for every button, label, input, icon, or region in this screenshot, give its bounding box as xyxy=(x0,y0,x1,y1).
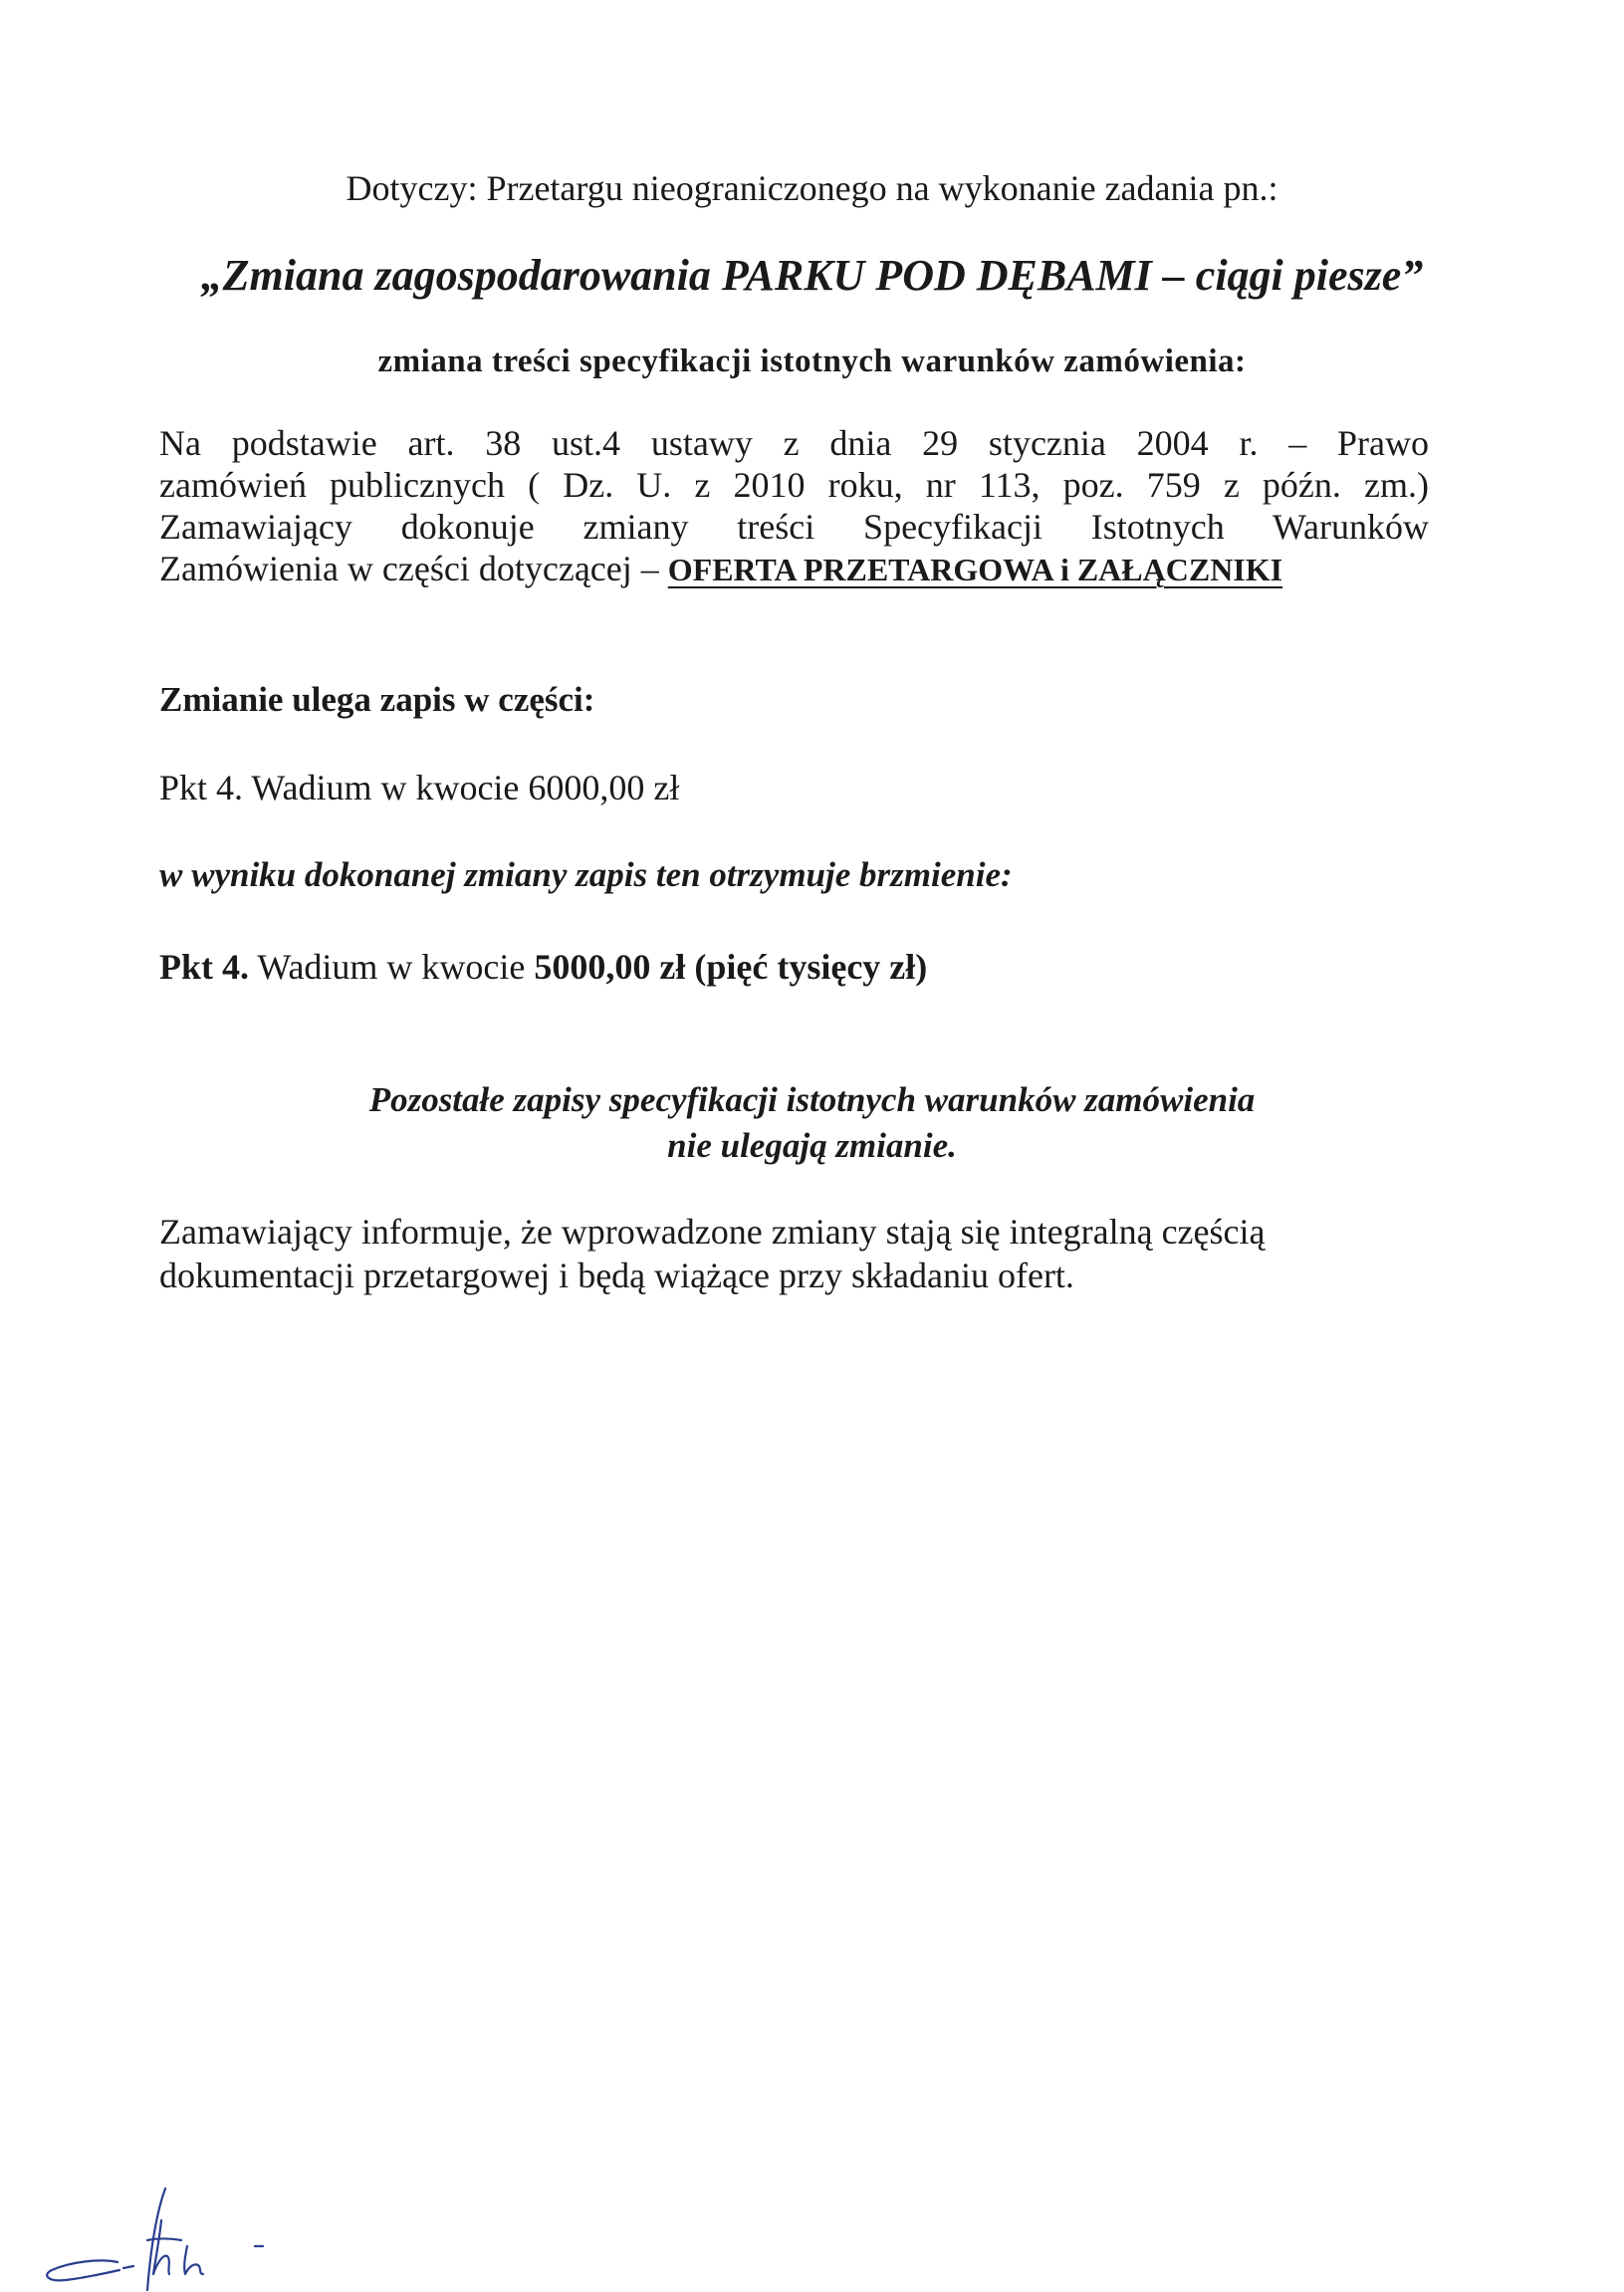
new-entry-label: Pkt 4. xyxy=(159,947,249,987)
transition-line: w wyniku dokonanej zmiany zapis ten otrzymuje brzmienie: xyxy=(159,855,1013,894)
intro-paragraph xyxy=(159,422,1429,589)
document-subtitle: zmiana treści specyfikacji istotnych warunków zamówienia: xyxy=(377,344,1247,379)
closing-info-line-1: Zamawiający informuje, że wprowadzone zmiany stają się integralną częścią xyxy=(159,1212,1266,1252)
intro-line-2: zamówień publicznych ( Dz. U. z 2010 roku, nr 113, poz. 759 z późn. zm.) xyxy=(159,465,1429,505)
closing-note-line-1: Pozostałe zapisy specyfikacji istotnych warunków zamówienia xyxy=(368,1080,1256,1119)
document-title: „Zmiana zagospodarowania PARKU POD DĘBAMI – ciągi piesze” xyxy=(200,251,1424,300)
intro-line-3: Zamawiający dokonuje zmiany treści Specyfikacji Istotnych Warunków xyxy=(159,507,1429,547)
intro-line-1: Na podstawie art. 38 ust.4 ustawy z dnia 29 stycznia 2004 r. – Prawo xyxy=(159,423,1429,463)
intro-line-4-emphasis: OFERTA PRZETARGOWA i ZAŁĄCZNIKI xyxy=(667,552,1283,587)
intro-line-4 xyxy=(159,548,1429,589)
handwritten-signature xyxy=(40,2171,299,2292)
new-entry-text: Wadium w kwocie xyxy=(249,947,535,987)
new-entry-amount: 5000,00 zł (pięć tysięcy zł) xyxy=(534,947,928,987)
old-entry: Pkt 4. Wadium w kwocie 6000,00 zł xyxy=(159,768,680,807)
intro-line-4-prefix: Zamówienia w części dotyczącej – xyxy=(159,549,668,588)
closing-note-line-2: nie ulegają zmianie. xyxy=(667,1126,957,1165)
new-entry xyxy=(159,946,927,988)
closing-info-line-2: dokumentacji przetargowej i będą wiążące przy składaniu ofert. xyxy=(159,1256,1074,1295)
change-heading: Zmianie ulega zapis w części: xyxy=(159,680,595,719)
regarding-line: Dotyczy: Przetargu nieograniczonego na wykonanie zadania pn.: xyxy=(346,168,1278,208)
